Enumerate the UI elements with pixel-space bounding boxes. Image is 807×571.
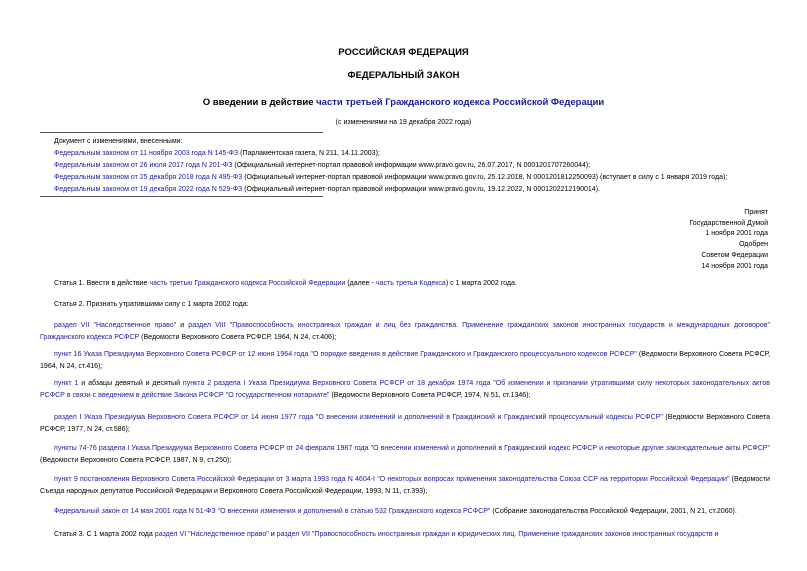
code-link[interactable]: часть третью Гражданского кодекса Российской Федерации [149,280,346,287]
acceptance-line: Советом Федерации [701,251,768,259]
change-item [54,148,727,160]
acceptance-block [689,208,768,272]
section-link[interactable]: раздел VI "Наследственное право" [154,531,269,538]
text: Статья 1. Ввести в действие [54,280,150,287]
text: (Ведомости Верховного Совета РСФСР, 1987, N 9, ст.250); [40,456,232,464]
text: (Ведомости Верховного Совета РСФСР, 1974, N 51, ст.1346); [329,391,531,399]
text: Статья 3. С 1 марта 2002 года [54,531,155,538]
change-link[interactable]: Федеральным законом от 26 июля 2017 года N 201-ФЗ [54,162,233,169]
text: и [176,322,189,329]
repeal-link[interactable]: пункта 2 раздела I Указа Президиума Верховного Совета РСФСР от 18 декабря 1974 года "Об изменении и признании утратившими силу некоторых законодательных актов РСФСР в связи с введением в действие Закона РСФСР "О государственном нотариате" [40,380,770,399]
text: (Ведомости Верховного Совета РСФСР, 1964, N 24, ст.416); [40,351,770,370]
text: (Ведомости Верховного Совета РСФСР, 1977, N 24, ст.586); [40,414,770,433]
acceptance-line: 1 ноября 2001 года [705,230,768,238]
change-item [54,172,727,184]
acceptance-line: 14 ноября 2001 года [701,262,768,270]
repeal-item-1 [40,320,770,344]
text: (Собрание законодательства Российской Федерации, 2001, N 21, ст.2060). [490,508,737,515]
repeal-link[interactable]: пункты 74-76 раздела I Указа Президиума Верховного Совета РСФСР от 24 февраля 1987 года "О внесении изменений и дополнений в Гражданский кодекс РСФСР и некоторые другие законодательные акты РСФСР" [54,445,770,452]
repeal-item-2 [40,349,770,373]
repeal-item-5 [40,443,770,467]
changes-intro: Документ с изменениями, внесенными: [54,138,183,145]
changes-block [54,136,727,196]
repeal-item-3 [40,378,770,402]
divider-top [40,132,323,133]
document-title [0,97,807,108]
document-country: РОССИЙСКАЯ ФЕДЕРАЦИЯ [338,47,469,58]
text: (Ведомости Верховного Совета РСФСР, 1964, N 24, ст.406); [139,333,337,341]
divider-bottom [40,196,323,197]
change-link[interactable]: Федеральным законом от 19 декабря 2022 года N 529-ФЗ [54,186,243,193]
repeal-link[interactable]: раздел VII "Наследственное право" [54,322,177,329]
acceptance-line: Государственной Думой [689,219,768,227]
acceptance-line: Принят [744,209,768,216]
code-part-link[interactable]: часть третья Кодекса [375,280,446,287]
repeal-link[interactable]: Федеральный закон от 14 мая 2001 года N 51-ФЗ "О внесении изменения и дополнений в статью 532 Гражданского кодекса РСФСР" [54,508,491,515]
repeal-link[interactable]: пункт 1 [54,380,79,387]
change-text: (Официальный интернет-портал правовой информации www.pravo.gov.ru, 19.12.2022, N 0001202212190014). [242,186,600,193]
change-text: (Официальный интернет-портал правовой информации www.pravo.gov.ru, 25.12.2018, N 0001201812250093) (вступает в силу с 1 января 2019 года); [242,174,728,181]
change-text: (Парламентская газета, N 211, 14.11.2003); [238,150,380,157]
article-2: Статья 2. Признать утратившими силу с 1 марта 2002 года: [54,301,249,308]
repeal-item-4 [40,412,770,436]
text: и абзацы девятый и десятый [78,380,183,387]
change-link[interactable]: Федеральным законом от 11 ноября 2003 года N 145-ФЗ [54,150,239,157]
edition-note: (с изменениями на 19 декабря 2022 года) [335,119,472,126]
document-type: ФЕДЕРАЛЬНЫЙ ЗАКОН [347,70,460,81]
change-item [54,184,727,196]
acceptance-line: Одобрен [739,241,768,249]
article-1 [40,278,770,290]
text: и [268,531,277,538]
change-item [54,160,727,172]
change-text: (Официальный интернет-портал правовой информации www.pravo.gov.ru, 26.07.2017, N 0001201707260044); [232,162,591,169]
repeal-link[interactable]: раздел I Указа Президиума Верховного Совета РСФСР от 14 июня 1977 года "О внесении изменений и дополнений в Гражданский и Гражданский процессуальный кодексы РСФСР" [54,414,663,421]
title-link[interactable]: части третьей Гражданского кодекса Российской Федерации [316,97,605,108]
section-link[interactable]: раздел VII "Правоспособность иностранных граждан и юридических лиц. Применение гражданских законов иностранных государств и [276,531,719,538]
repeal-link[interactable]: пункт 9 постановления Верховного Совета Российской Федерации от 3 марта 1993 года N 4604-I "О некоторых вопросах применения законодательства Союза ССР на территории Российской Федерации" [54,476,730,483]
repeal-link[interactable]: раздел VIII "Правоспособность иностранных граждан и лиц без гражданства. Применение гражданских законов иностранных государств и международных договоров" Гражданского кодекса РСФСР [40,322,771,341]
text: (Ведомости Съезда народных депутатов Российской Федерации и Верховного Совета Российской Федерации, 1993, N 11, ст.393); [40,476,770,495]
title-prefix: О введении в действие [202,97,317,108]
article-3 [40,529,770,541]
repeal-item-6 [40,474,770,498]
change-link[interactable]: Федеральным законом от 25 декабря 2018 года N 495-ФЗ [54,174,243,181]
repeal-item-7 [40,506,770,518]
repeal-link[interactable]: пункт 16 Указа Президиума Верховного Совета РСФСР от 12 июня 1964 года "О порядке введения в действие Гражданского и Гражданского процессуального кодексов РСФСР" [54,351,637,358]
text: (далее - [345,280,376,287]
text: ) с 1 марта 2002 года. [445,280,517,287]
